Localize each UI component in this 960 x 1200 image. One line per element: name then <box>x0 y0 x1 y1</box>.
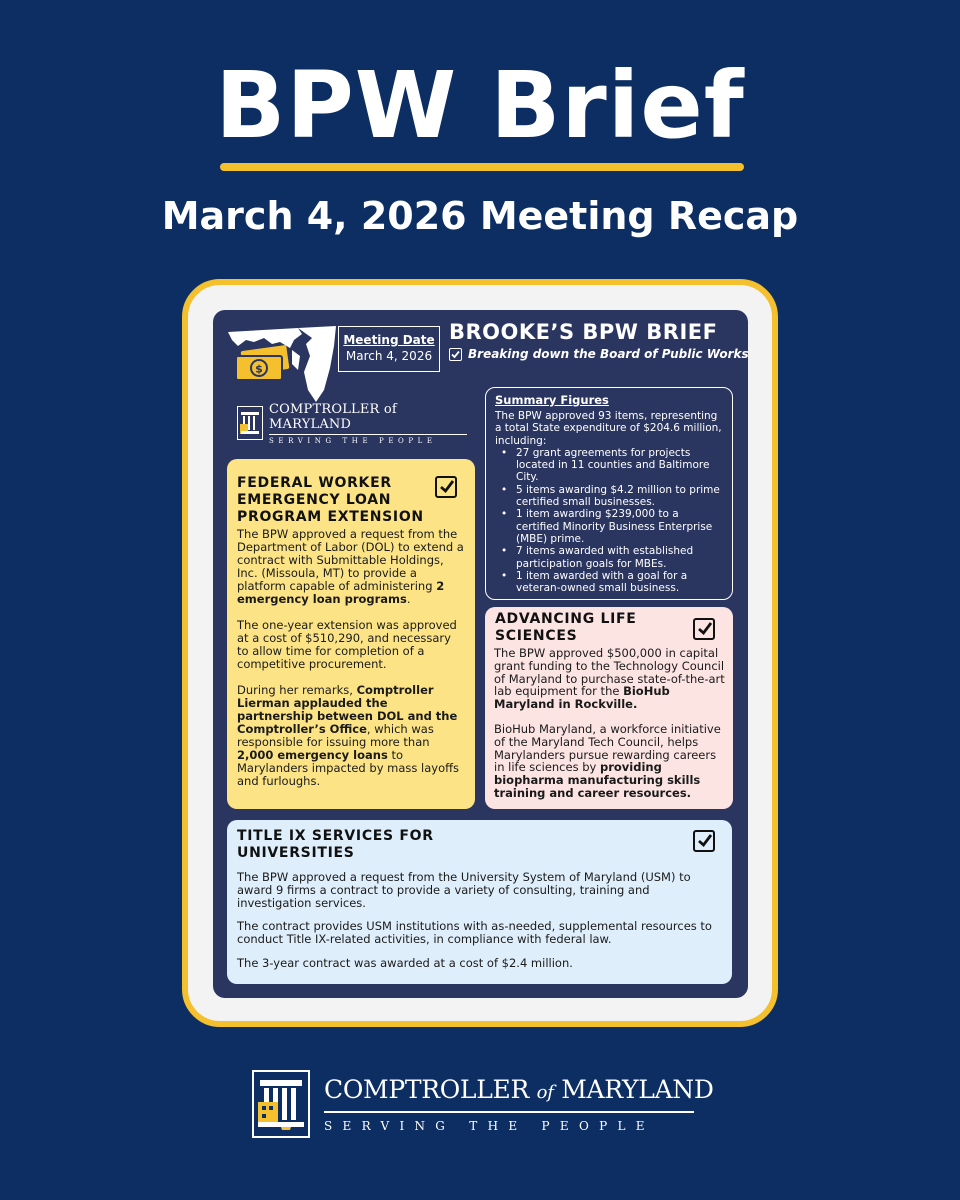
checkbox-icon <box>449 348 462 361</box>
checkbox-icon <box>693 830 715 852</box>
comptroller-seal-icon <box>237 406 263 440</box>
life-sciences-section <box>485 607 733 809</box>
meeting-date-label: Meeting Date <box>343 333 435 347</box>
life-sciences-heading: ADVANCING LIFE SCIENCES <box>495 611 637 644</box>
summary-list <box>495 447 724 595</box>
money-icon <box>236 345 289 380</box>
logo-name: COMPTROLLER of MARYLAND <box>324 1075 714 1105</box>
comptroller-logo-small <box>237 401 467 445</box>
list-item: • 1 item awarding $239,000 to a certified Minority Business Enterprise (MBE) prime. <box>495 508 724 545</box>
summary-intro: The BPW approved 93 items, representing a total State expenditure of $204.6 million, including: <box>495 410 722 447</box>
maryland-map-icon <box>228 326 338 404</box>
page-title: BPW Brief <box>215 52 745 159</box>
summary-heading: Summary Figures <box>495 393 609 407</box>
logo-small-rule <box>269 434 467 435</box>
list-item: • 1 item awarded with a goal for a veteran-owned small business. <box>495 570 724 595</box>
title-ix-paragraph-1: The BPW approved a request from the University System of Maryland (USM) to award 9 firms a contract to provide a variety of consulting, training and investigation services. <box>237 870 691 910</box>
comptroller-seal-icon <box>252 1070 310 1138</box>
title-ix-paragraph-2: The contract provides USM institutions with as-needed, supplemental resources to conduct Title IX-related activities, in compliance with federal law. <box>237 919 712 946</box>
logo-small-tagline: SERVING THE PEOPLE <box>269 436 437 445</box>
federal-worker-heading: FEDERAL WORKER EMERGENCY LOAN PROGRAM EXTENSION <box>237 475 424 525</box>
federal-worker-paragraph-2: The one-year extension was approved at a cost of $510,290, and necessary to allow time for completion of a competitive procurement. <box>237 618 457 671</box>
meeting-date-box <box>338 326 440 372</box>
brief-subtitle-row <box>449 347 749 361</box>
federal-worker-paragraph-1: The BPW approved a request from the Department of Labor (DOL) to extend a contract with Submittable Holdings, Inc. (Missoula, MT) to provide a platform capable of administering 2 emergency loan programs. <box>237 527 464 606</box>
logo-small-name: COMPTROLLER of MARYLAND <box>269 401 397 432</box>
logo-tagline: SERVING THE PEOPLE <box>324 1118 655 1133</box>
life-sciences-paragraph-2: BioHub Maryland, a workforce initiative of the Maryland Tech Council, helps Marylanders pursue rewarding careers in life sciences by providing biopharma manufacturing skills training and career resources. <box>494 721 721 800</box>
title-ix-section <box>227 820 732 984</box>
checkbox-icon <box>435 476 457 498</box>
meeting-date-value: March 4, 2026 <box>345 349 433 363</box>
brief-title: BROOKE’S BPW BRIEF <box>449 320 718 344</box>
svg-text:$: $ <box>255 362 263 376</box>
checkbox-icon <box>693 618 715 640</box>
title-underline <box>220 163 744 171</box>
page-subtitle: March 4, 2026 Meeting Recap <box>161 194 799 238</box>
title-ix-paragraph-3: The 3-year contract was awarded at a cost of $2.4 million. <box>237 956 573 970</box>
logo-rule <box>324 1111 694 1113</box>
list-item: • 5 items awarding $4.2 million to prime certified small businesses. <box>495 484 724 509</box>
federal-worker-section <box>227 459 475 809</box>
comptroller-logo <box>252 1069 712 1139</box>
life-sciences-paragraph-1: The BPW approved $500,000 in capital grant funding to the Technology Council of Maryland to purchase state-of-the-art lab equipment for the BioHub Maryland in Rockville. <box>494 646 725 712</box>
federal-worker-paragraph-3: During her remarks, Comptroller Lierman applauded the partnership between DOL and the Comptroller’s Office, which was responsible for issuing more than 2,000 emergency loans to Marylanders impacted by mass layoffs and furloughs. <box>237 683 460 788</box>
brief-subtitle: Breaking down the Board of Public Works <box>468 347 749 361</box>
list-item: • 7 items awarded with established participation goals for MBEs. <box>495 545 724 570</box>
summary-figures-box <box>485 387 733 600</box>
list-item: • 27 grant agreements for projects located in 11 counties and Baltimore City. <box>495 447 724 484</box>
title-ix-heading: TITLE IX SERVICES FOR UNIVERSITIES <box>237 828 434 861</box>
